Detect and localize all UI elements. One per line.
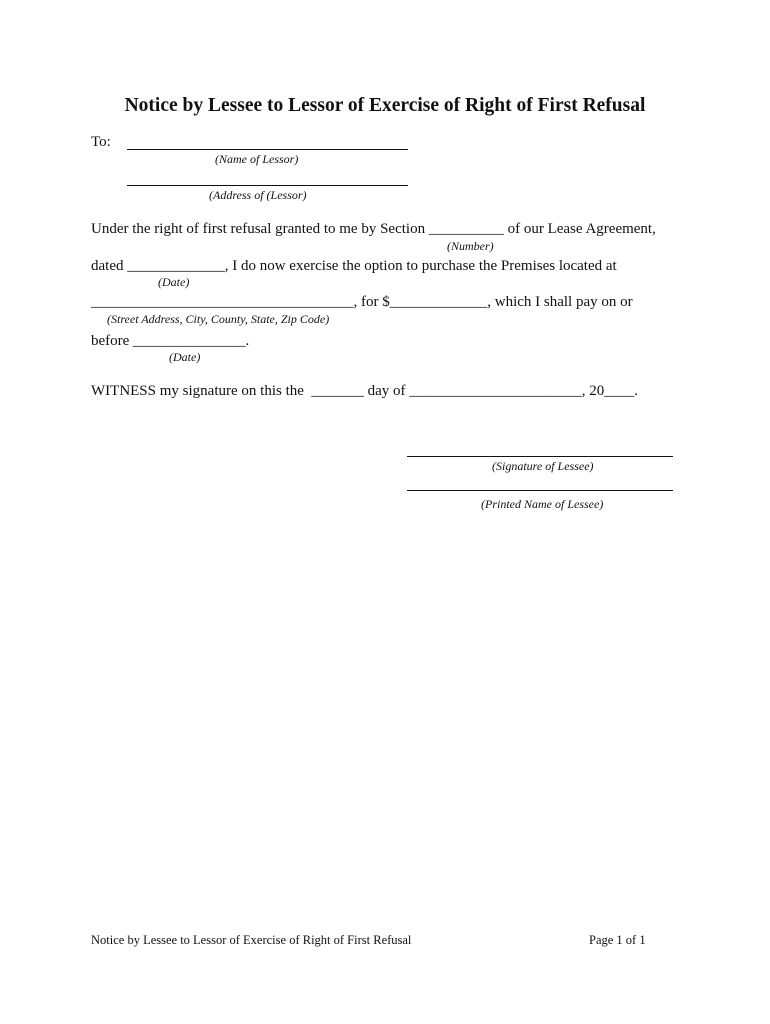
footer-title: Notice by Lessee to Lessor of Exercise of Right of First Refusal [91, 933, 412, 947]
printed-name-line[interactable] [407, 490, 673, 491]
paragraph-line-3: ___________________________________, for $_____________, which I shall pay on or [91, 294, 633, 310]
to-label: To: [91, 134, 111, 150]
lessor-address-caption: (Address of (Lessor) [209, 188, 307, 202]
date-caption-1: (Date) [158, 275, 190, 289]
paragraph-line-1: Under the right of first refusal granted to me by Section __________ of our Lease Agreement, [91, 221, 656, 237]
lessor-address-line[interactable] [127, 185, 408, 186]
paragraph-line-2: dated _____________, I do now exercise the option to purchase the Premises located at [91, 258, 617, 274]
lessor-name-line[interactable] [127, 149, 408, 150]
street-address-caption: (Street Address, City, County, State, Zip Code) [107, 312, 330, 326]
signature-caption: (Signature of Lessee) [492, 459, 594, 473]
signature-line[interactable] [407, 456, 673, 457]
date-caption-2: (Date) [169, 350, 201, 364]
document-title: Notice by Lessee to Lessor of Exercise of Right of First Refusal [124, 95, 646, 116]
number-caption: (Number) [447, 239, 494, 253]
lessor-name-caption: (Name of Lessor) [215, 152, 299, 166]
page-number: Page 1 of 1 [589, 933, 646, 947]
printed-name-caption: (Printed Name of Lessee) [481, 497, 604, 511]
witness-line: WITNESS my signature on this the _______ day of _______________________, 20____. [91, 383, 639, 399]
paragraph-line-4: before _______________. [91, 333, 250, 349]
